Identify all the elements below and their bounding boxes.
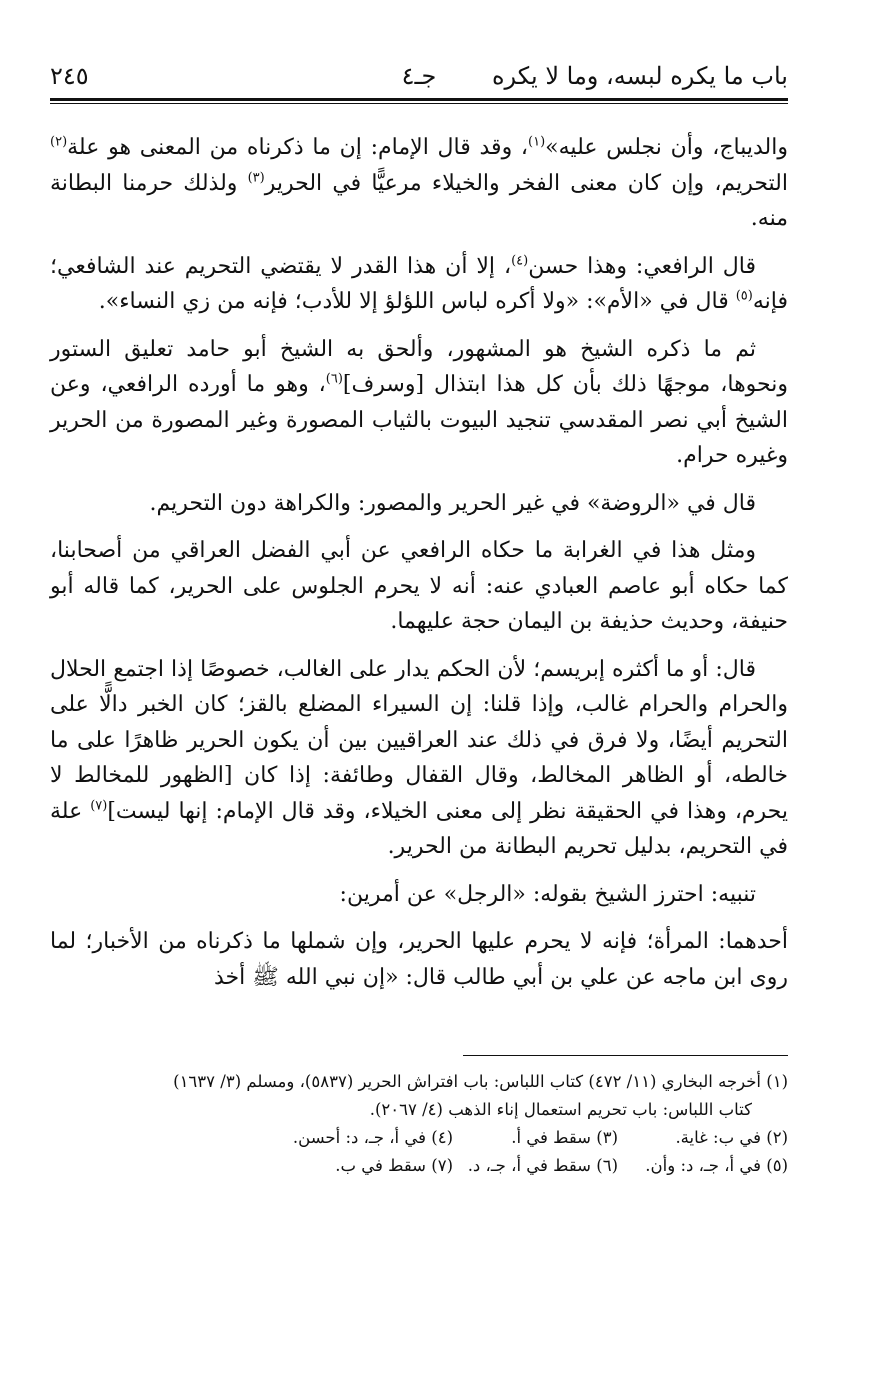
page-number: ٢٤٥ (50, 62, 89, 90)
text-run: التحريم، وإن كان معنى الفخر والخيلاء مرعيًّا في الحرير (264, 170, 788, 196)
footnote-7: (٧) سقط في ب. (335, 1156, 453, 1175)
text-run: ومثل هذا في الغرابة ما حكاه الرافعي عن أبي الفضل العراقي من أصحابنا، كما حكاه أبو عاصم العبادي عنه: أنه لا يحرم الجلوس على الحرير، كما قاله أبو حنيفة، وحديث حذيفة بن اليمان حجة عليهما. (50, 538, 788, 634)
footnote-marker: (١) (528, 134, 546, 150)
header-rule-thick (50, 98, 788, 101)
text-run: قال: أو ما أكثره إبريسم؛ لأن الحكم يدار على الغالب، خصوصًا إذا اجتمع الحلال والحرام والحرام غالب، وإذا قلنا: إن السيراء المضلع بالقز؛ كان الخبر دالًّا على التحريم أيضًا، ولا فرق في ذلك عند العراقيين بين أن يكون الحرير ظاهرًا على ما خالطه، أو الظاهر المخالط، وقال القفال وطائفة: إذا كان [الظهور للمخالط لا يحرم، وهذا في الحقيقة نظر إلى معنى الخيلاء، وقد قال الإمام: إنها ليست] (50, 656, 788, 824)
main-text (50, 130, 788, 995)
text-run: والديباج، وأن نجلس عليه» (545, 135, 788, 160)
footnote-2: (٢) في ب: غاية. (675, 1128, 788, 1147)
footnote-marker: (٥) (735, 288, 753, 304)
paragraph (50, 332, 788, 474)
footnote-row (50, 1124, 788, 1152)
text-run: أحدهما: المرأة؛ فإنه لا يحرم عليها الحرير، وإن شملها ما ذكرناه من الأخبار؛ لما روى ابن ماجه عن علي بن أبي طالب قال: «إن نبي الله ﷺ أخذ (50, 929, 788, 990)
footnote-6: (٦) سقط في أ، جـ، د. (467, 1156, 618, 1175)
book-page (50, 56, 788, 1180)
header-rule-thin (50, 103, 788, 104)
paragraph (50, 249, 788, 320)
footnotes (50, 1068, 788, 1180)
footnote-1: (١) أخرجه البخاري (١١/ ٤٧٢) كتاب اللباس: باب افتراش الحرير (٥٨٣٧)، ومسلم (٣/ ١٦٣٧) (173, 1072, 788, 1091)
paragraph (50, 924, 788, 995)
chapter-title: باب ما يكره لبسه، وما لا يكره (491, 62, 788, 90)
text-run: ، إلا أن هذا القدر لا يقتضي التحريم عند الشافعي؛ فإنه (50, 253, 788, 314)
footnote-4: (٤) في أ، جـ، د: أحسن. (292, 1128, 453, 1147)
text-run: ، وقد قال الإمام: إن ما ذكرناه من المعنى هو علة (67, 135, 529, 160)
footnote-marker: (٤) (511, 253, 529, 269)
text-run: ولذلك حرمنا البطانة منه. (50, 170, 788, 231)
paragraph (50, 533, 788, 640)
footnote-separator (463, 1055, 788, 1056)
text-run: تنبيه: احترز الشيخ بقوله: «الرجل» عن أمرين: (339, 881, 756, 907)
footnote-1-continuation: كتاب اللباس: باب تحريم استعمال إناء الذهب (٤/ ٢٠٦٧). (369, 1100, 752, 1119)
paragraph (50, 877, 788, 913)
footnote-marker: (٦) (325, 371, 343, 387)
volume-label: جـ٤ (401, 62, 437, 90)
paragraph (50, 652, 788, 865)
paragraph (50, 486, 788, 522)
text-run: قال في «الروضة» في غير الحرير والمصور: والكراهة دون التحريم. (149, 490, 756, 516)
footnote-5: (٥) في أ، جـ، د: وأن. (645, 1156, 788, 1175)
text-run: قال الرافعي: وهذا حسن (528, 253, 756, 279)
text-run: ثم ما ذكره الشيخ هو المشهور، وألحق به الشيخ أبو حامد تعليق الستور ونحوها، موجهًا ذلك بأن كل هذا ابتذال [وسرف] (50, 336, 788, 397)
text-run: علة في التحريم، بدليل تحريم البطانة من الحرير. (50, 798, 788, 859)
paragraph (50, 130, 788, 237)
footnote-marker: (٢) (50, 134, 68, 150)
footnote-3: (٣) سقط في أ. (511, 1128, 618, 1147)
text-run: قال في «الأم»: «ولا أكره لباس اللؤلؤ إلا للأدب؛ فإنه من زي النساء». (98, 289, 736, 314)
running-header (50, 56, 788, 96)
footnote-row (50, 1152, 788, 1180)
footnote-marker: (٣) (247, 170, 265, 186)
footnote-marker: (٧) (90, 798, 108, 814)
text-run: ، وهو ما أورده الرافعي، وعن الشيخ أبي نصر المقدسي تنجيد البيوت بالثياب المصورة وغير المصورة من الحرير وغيره حرام. (50, 372, 788, 468)
